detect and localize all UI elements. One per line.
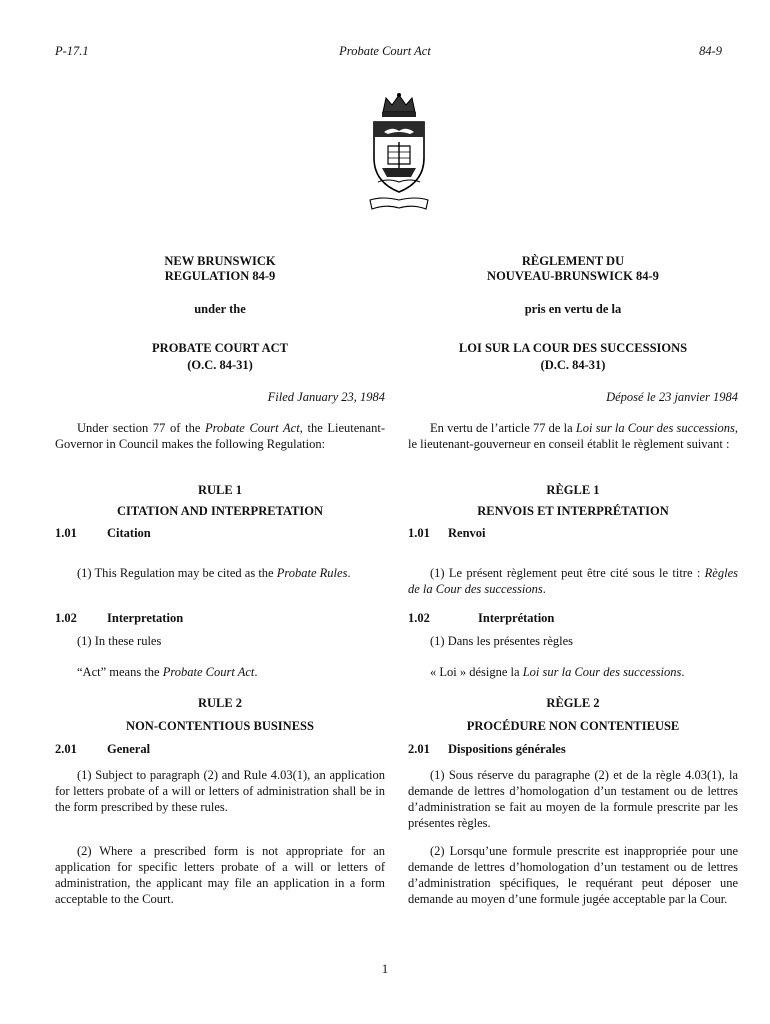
- left-s201-p1: (1) Subject to paragraph (2) and Rule 4.03(1), an application for letters probate of a will or letters of administration shall be in the form prescribed by these rules.: [55, 768, 385, 814]
- right-rule2-title: PROCÉDURE NON CONTENTIEUSE: [466, 719, 680, 733]
- right-section-1-01-number: 1.01: [408, 526, 430, 540]
- page-number: 1: [381, 962, 389, 976]
- right-act-title: LOI SUR LA COUR DES SUCCESSIONS: [458, 341, 688, 355]
- right-act-block: [408, 340, 738, 374]
- left-act-def-act: Probate Court Act: [162, 665, 255, 679]
- right-section-1-01-title: Renvoi: [448, 526, 486, 540]
- left-s101-p1-title: Probate Rules: [276, 566, 348, 580]
- left-s101-p1-text: (1) This Regulation may be cited as the: [77, 566, 277, 580]
- left-section-1-01-title: Citation: [107, 526, 151, 540]
- header-center: Probate Court Act: [339, 44, 431, 58]
- right-s101-p1-end: .: [542, 582, 546, 596]
- right-s201-p2: (2) Lorsqu’une formule prescrite est inappropriée pour une demande de lettres d’homologation d’un testament ou de lettres d’administration spécifiques, le requérant peut déposer une demande au moyen d’une formule jugée acceptable par la Cour.: [408, 844, 738, 906]
- right-section-1-01: [408, 526, 738, 541]
- right-section-1-02-title: Interprétation: [478, 611, 555, 625]
- right-section-2-01: [408, 742, 738, 757]
- right-under: pris en vertu de la: [524, 302, 622, 316]
- right-preamble-text-a: En vertu de l’article 77 de la: [430, 421, 576, 435]
- left-preamble-text-a: Under section 77 of the: [77, 421, 206, 435]
- left-rule1-title: CITATION AND INTERPRETATION: [116, 504, 324, 518]
- left-title-line2: REGULATION 84-9: [164, 269, 276, 283]
- right-s201-p1: (1) Sous réserve du paragraphe (2) et de la règle 4.03(1), la demande de lettres d’homologation d’un testament ou de lettres d’administration se fait au moyen de la formule prescrite par les présentes règles.: [408, 768, 738, 830]
- header-right: 84-9: [699, 44, 722, 58]
- left-rule1-heading: RULE 1: [197, 483, 243, 497]
- right-s101-p1-text: (1) Le présent règlement peut être cité sous le titre :: [430, 566, 705, 580]
- left-section-1-02-title: Interpretation: [107, 611, 184, 625]
- right-title: [408, 254, 738, 284]
- left-preamble: [55, 420, 385, 452]
- left-under: under the: [194, 302, 246, 316]
- left-section-2-01: [55, 742, 385, 757]
- left-act-def-end: .: [254, 665, 258, 679]
- left-act-block: [55, 340, 385, 374]
- right-section-1-02: [408, 611, 738, 626]
- right-s102-p1: (1) Dans les présentes règles: [430, 634, 574, 648]
- left-section-2-01-number: 2.01: [55, 742, 77, 756]
- left-act-def-text: “Act” means the: [77, 665, 163, 679]
- left-s201-p2: (2) Where a prescribed form is not appropriate for an application for specific letters probate of a will or letters of administration, the applicant may file an application in a form acceptable to the Court.: [55, 844, 385, 906]
- right-oc: (D.C. 84-31): [540, 358, 606, 372]
- left-preamble-act: Probate Court Act: [205, 421, 300, 435]
- right-act-def-end: .: [681, 665, 685, 679]
- left-oc: (O.C. 84-31): [187, 358, 253, 372]
- right-section-2-01-number: 2.01: [408, 742, 430, 756]
- right-rule2-heading: RÈGLE 2: [546, 696, 600, 710]
- left-rule2-heading: RULE 2: [197, 696, 243, 710]
- right-preamble-text-b: , le lieutenant-gouverneur en conseil établit le règlement suivant :: [408, 421, 738, 451]
- left-rule2-title: NON-CONTENTIOUS BUSINESS: [126, 719, 314, 733]
- left-s101-p1: [55, 565, 385, 581]
- right-title-line1: RÈGLEMENT DU: [521, 254, 625, 268]
- right-act-definition: [408, 665, 738, 680]
- left-section-1-01: [55, 526, 385, 541]
- right-section-2-01-title: Dispositions générales: [448, 742, 566, 756]
- left-act-definition: [55, 665, 385, 680]
- right-rule1-heading: RÈGLE 1: [546, 483, 600, 497]
- left-section-1-01-number: 1.01: [55, 526, 77, 540]
- left-title-line1: NEW BRUNSWICK: [164, 254, 276, 268]
- coat-of-arms-image: [362, 92, 436, 218]
- header-left: P-17.1: [55, 44, 89, 58]
- left-preamble-text-b: , the Lieutenant-Governor in Council makes the following Regulation:: [55, 421, 385, 451]
- right-act-def-act: Loi sur la Cour des successions: [522, 665, 682, 679]
- right-filed-date: Déposé le 23 janvier 1984: [606, 390, 738, 404]
- right-title-line2: NOUVEAU-BRUNSWICK 84-9: [487, 269, 659, 283]
- right-s101-p1: [408, 565, 738, 597]
- left-s101-p1-end: .: [347, 566, 351, 580]
- right-preamble: [408, 420, 738, 452]
- left-section-2-01-title: General: [107, 742, 151, 756]
- right-rule1-title: RENVOIS ET INTERPRÉTATION: [477, 504, 669, 518]
- left-title: [55, 254, 385, 284]
- left-s102-p1: (1) In these rules: [77, 634, 162, 648]
- right-act-def-text: « Loi » désigne la: [430, 665, 523, 679]
- right-s101-p1-title: Règles de la Cour des successions: [408, 566, 738, 596]
- right-section-1-02-number: 1.02: [408, 611, 430, 625]
- left-section-1-02: [55, 611, 385, 626]
- left-section-1-02-number: 1.02: [55, 611, 77, 625]
- right-preamble-act: Loi sur la Cour des successions: [575, 421, 735, 435]
- left-act-title: PROBATE COURT ACT: [152, 341, 288, 355]
- left-filed-date: Filed January 23, 1984: [267, 390, 385, 404]
